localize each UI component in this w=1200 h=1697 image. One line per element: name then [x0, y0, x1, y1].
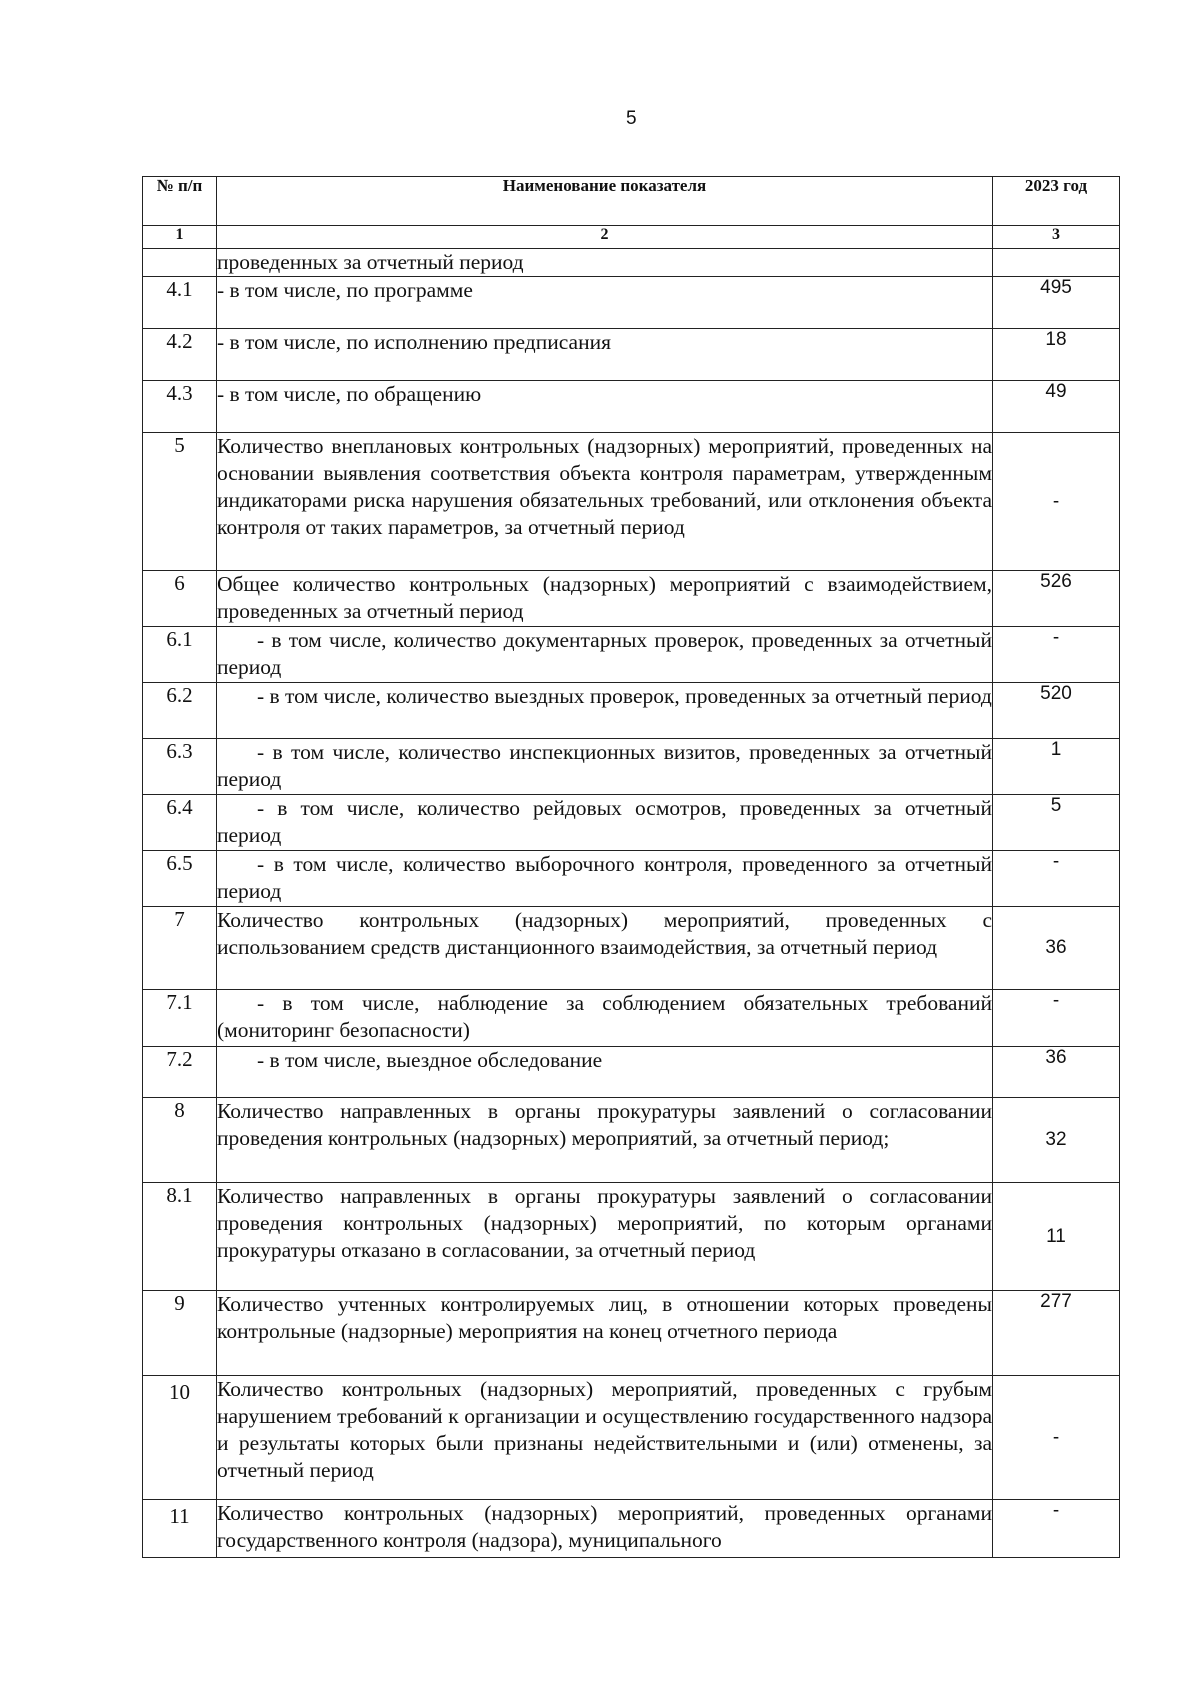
column-index-row	[143, 226, 1120, 249]
row-value: -	[993, 433, 1120, 571]
row-value: -	[993, 851, 1120, 907]
row-indicator: Количество контрольных (надзорных) мероприятий, проведенных органами государственного контроля (надзора), муниципального	[217, 1500, 993, 1558]
row-indicator: Количество контрольных (надзорных) мероприятий, проведенных с использованием средств дистанционного взаимодействия, за отчетный период	[217, 907, 993, 990]
page-number: 5	[626, 108, 637, 129]
row-number: 4.1	[143, 277, 217, 329]
table-row	[143, 329, 1120, 381]
row-indicator: - в том числе, по программе	[217, 277, 993, 329]
row-value: -	[993, 990, 1120, 1047]
row-number: 8	[143, 1098, 217, 1183]
column-index: 3	[993, 226, 1120, 249]
row-indicator: Количество внеплановых контрольных (надзорных) мероприятий, проведенных на основании выявления соответствия объекта контроля параметрам, утвержденным индикаторами риска нарушения обязательных требований, или отклонения объекта контроля от таких параметров, за отчетный период	[217, 433, 993, 571]
row-value: 495	[993, 277, 1120, 329]
row-number: 8.1	[143, 1183, 217, 1291]
header-num: № п/п	[143, 177, 217, 226]
row-number: 11	[143, 1500, 217, 1558]
table-row	[143, 1047, 1120, 1098]
row-value: -	[993, 1500, 1120, 1558]
row-indicator: Количество контрольных (надзорных) мероприятий, проведенных с грубым нарушением требований к организации и осуществлению государственного надзора и результаты которых были признаны недействительными и (или) отменены, за отчетный период	[217, 1376, 993, 1500]
table-row	[143, 249, 1120, 277]
table-row	[143, 990, 1120, 1047]
row-indicator: - в том числе, выездное обследование	[217, 1047, 993, 1098]
row-value: -	[993, 627, 1120, 683]
row-indicator: - в том числе, количество инспекционных визитов, проведенных за отчетный период	[217, 739, 993, 795]
row-number: 7	[143, 907, 217, 990]
row-indicator: Количество учтенных контролируемых лиц, в отношении которых проведены контрольные (надзорные) мероприятия на конец отчетного периода	[217, 1291, 993, 1376]
table-row	[143, 1291, 1120, 1376]
table-row	[143, 795, 1120, 851]
table-row	[143, 627, 1120, 683]
row-number: 9	[143, 1291, 217, 1376]
table-row	[143, 907, 1120, 990]
row-number: 6.5	[143, 851, 217, 907]
row-value: 520	[993, 683, 1120, 739]
row-indicator: Количество направленных в органы прокуратуры заявлений о согласовании проведения контрольных (надзорных) мероприятий, по которым органами прокуратуры отказано в согласовании, за отчетный период	[217, 1183, 993, 1291]
row-number: 5	[143, 433, 217, 571]
row-value: 277	[993, 1291, 1120, 1376]
row-value: 49	[993, 381, 1120, 433]
table-row	[143, 381, 1120, 433]
row-value	[993, 249, 1120, 277]
row-value: 11	[993, 1183, 1120, 1291]
row-value: 5	[993, 795, 1120, 851]
header-year: 2023 год	[993, 177, 1120, 226]
row-indicator: - в том числе, количество выборочного контроля, проведенного за отчетный период	[217, 851, 993, 907]
row-number: 6	[143, 571, 217, 627]
row-value: -	[993, 1376, 1120, 1500]
column-index: 1	[143, 226, 217, 249]
table-row	[143, 851, 1120, 907]
row-value: 32	[993, 1098, 1120, 1183]
table-row	[143, 571, 1120, 627]
row-value: 36	[993, 907, 1120, 990]
row-number: 4.2	[143, 329, 217, 381]
row-value: 36	[993, 1047, 1120, 1098]
row-indicator: Общее количество контрольных (надзорных) мероприятий с взаимодействием, проведенных за отчетный период	[217, 571, 993, 627]
row-indicator: проведенных за отчетный период	[217, 249, 993, 277]
table-row	[143, 433, 1120, 571]
table-row	[143, 683, 1120, 739]
row-number: 6.3	[143, 739, 217, 795]
table-row	[143, 1183, 1120, 1291]
row-indicator: - в том числе, количество рейдовых осмотров, проведенных за отчетный период	[217, 795, 993, 851]
row-number: 6.4	[143, 795, 217, 851]
column-index: 2	[217, 226, 993, 249]
row-indicator: - в том числе, по обращению	[217, 381, 993, 433]
row-indicator: - в том числе, количество выездных проверок, проведенных за отчетный период	[217, 683, 993, 739]
row-indicator: - в том числе, количество документарных проверок, проведенных за отчетный период	[217, 627, 993, 683]
row-value: 18	[993, 329, 1120, 381]
row-number: 6.1	[143, 627, 217, 683]
row-number	[143, 249, 217, 277]
row-number: 10	[143, 1376, 217, 1500]
header-name: Наименование показателя	[217, 177, 993, 226]
table-row	[143, 277, 1120, 329]
row-number: 7.2	[143, 1047, 217, 1098]
indicators-table	[142, 176, 1120, 1558]
row-indicator: - в том числе, по исполнению предписания	[217, 329, 993, 381]
row-number: 6.2	[143, 683, 217, 739]
row-indicator: - в том числе, наблюдение за соблюдением обязательных требований (мониторинг безопасности)	[217, 990, 993, 1047]
row-number: 7.1	[143, 990, 217, 1047]
table-header-row	[143, 177, 1120, 226]
row-value: 1	[993, 739, 1120, 795]
row-number: 4.3	[143, 381, 217, 433]
row-indicator: Количество направленных в органы прокуратуры заявлений о согласовании проведения контрольных (надзорных) мероприятий, за отчетный период;	[217, 1098, 993, 1183]
row-value: 526	[993, 571, 1120, 627]
table-row	[143, 739, 1120, 795]
table-row	[143, 1098, 1120, 1183]
table-row	[143, 1500, 1120, 1558]
table-row	[143, 1376, 1120, 1500]
